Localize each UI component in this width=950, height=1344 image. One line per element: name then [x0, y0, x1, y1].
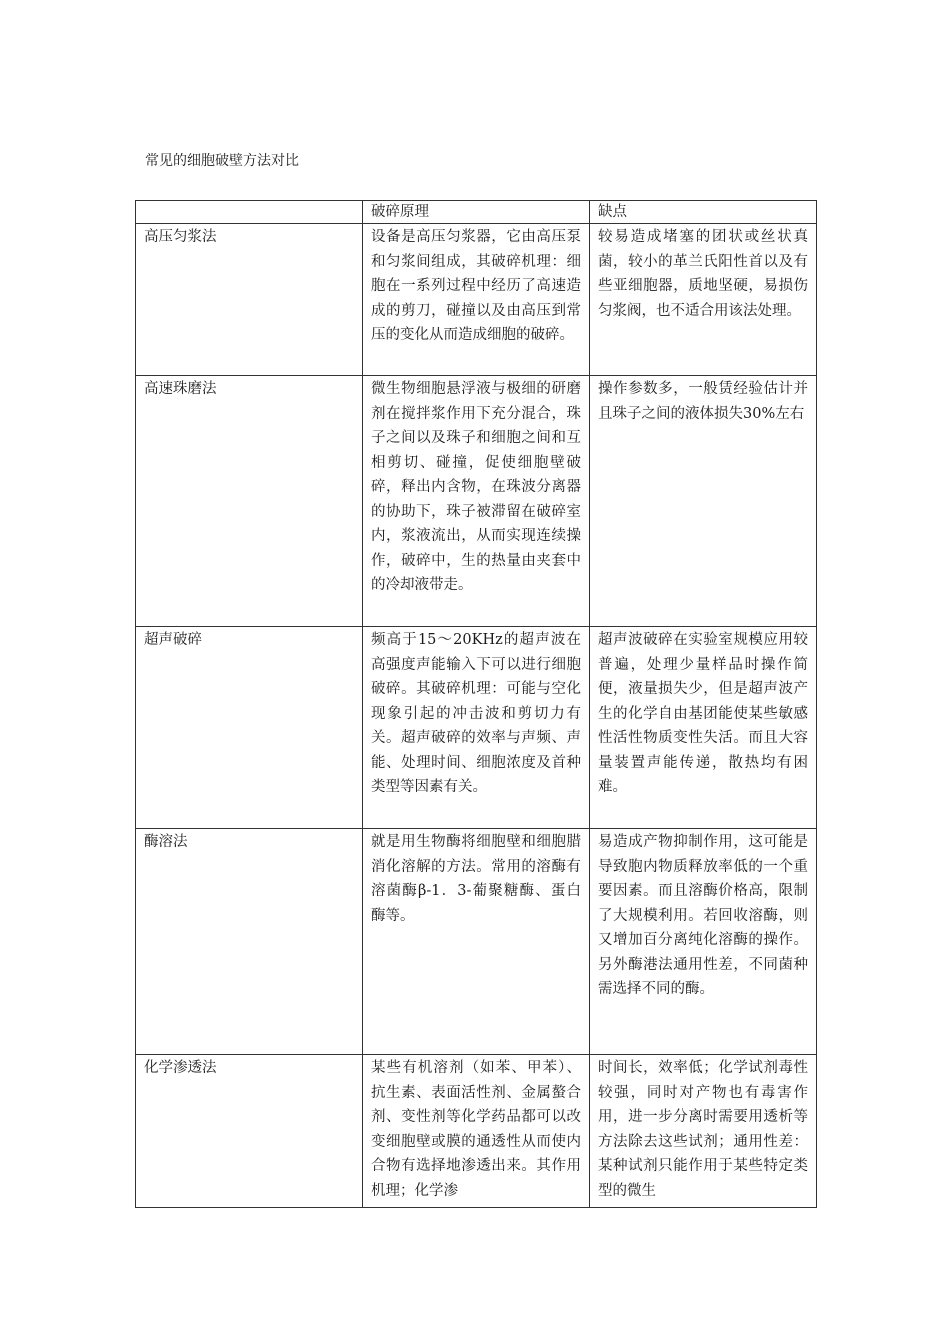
page-title: 常见的细胞破壁方法对比 — [145, 153, 299, 169]
table-row — [136, 1055, 817, 1208]
header-cell-method — [136, 201, 363, 224]
method-cell: 酶溶法 — [136, 829, 363, 1055]
principle-cell: 某些有机溶剂（如苯、甲苯）、抗生素、表面活性剂、金属螯合剂、变性剂等化学药品都可以改变细胞壁或膜的通透性从而使内合物有选择地渗透出来。其作用机理；化学渗 — [363, 1055, 590, 1208]
drawback-cell: 操作参数多，一般赁经验估计并且珠子之间的液体损失30%左右 — [590, 376, 817, 627]
principle-cell: 频高于15～20KHz的超声波在高强度声能输入下可以进行细胞破碎。其破碎机理：可能与空化现象引起的冲击波和剪切力有关。超声破碎的效率与声频、声能、处理时间、细胞浓度及首种类型等因素有关。 — [363, 627, 590, 829]
principle-cell: 设备是高压匀浆器，它由高压泵和匀浆间组成，其破碎机理：细胞在一系列过程中经历了高速造成的剪刀，碰撞以及由高压到常压的变化从而造成细胞的破碎。 — [363, 224, 590, 376]
header-cell-principle: 破碎原理 — [363, 201, 590, 224]
comparison-table — [135, 200, 817, 1208]
drawback-cell: 较易造成堵塞的团状或丝状真菌，较小的革兰氏阳性首以及有些亚细胞器，质地坚硬，易损伤匀浆阀，也不适合用该法处理。 — [590, 224, 817, 376]
drawback-cell: 易造成产物抑制作用，这可能是导致胞内物质释放率低的一个重要因素。而且溶酶价格高，限制了大规模利用。若回收溶酶，则又增加百分离纯化溶酶的操作。另外酶港法通用性差，不同菌种需选择不同的酶。 — [590, 829, 817, 1055]
method-cell: 高速珠磨法 — [136, 376, 363, 627]
method-cell: 超声破碎 — [136, 627, 363, 829]
header-cell-drawback: 缺点 — [590, 201, 817, 224]
method-cell: 高压匀浆法 — [136, 224, 363, 376]
table-row — [136, 627, 817, 829]
table-row — [136, 376, 817, 627]
method-cell: 化学渗透法 — [136, 1055, 363, 1208]
drawback-cell: 超声波破碎在实验室规模应用较普遍，处理少量样品时操作简便，液量损失少，但是超声波产生的化学自由基团能使某些敏感性活性物质变性失活。而且大容量装置声能传递，散热均有困难。 — [590, 627, 817, 829]
table-header-row — [136, 201, 817, 224]
drawback-cell: 时间长，效率低；化学试剂毒性较强，同时对产物也有毒害作用，进一步分离时需要用透析等方法除去这些试剂；通用性差：某种试剂只能作用于某些特定类型的微生 — [590, 1055, 817, 1208]
table-row — [136, 829, 817, 1055]
table-row — [136, 224, 817, 376]
principle-cell: 微生物细胞悬浮液与极细的研磨剂在搅拌浆作用下充分混合，珠子之间以及珠子和细胞之间和互相剪切、碰撞，促使细胞壁破碎，释出内含物，在珠波分离器的协助下，珠子被滞留在破碎室内，浆液流出，从而实现连续操作，破碎中，生的热量由夹套中的冷却液带走。 — [363, 376, 590, 627]
principle-cell: 就是用生物酶将细胞壁和细胞腊消化溶解的方法。常用的溶酶有溶菌酶β-1．3-葡聚糖酶、蛋白酶等。 — [363, 829, 590, 1055]
